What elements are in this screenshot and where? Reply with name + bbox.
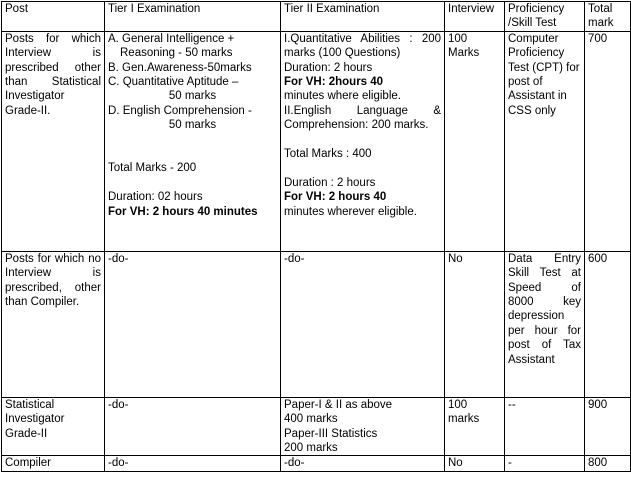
row1-post: Posts for which Interview is prescribed other than Statistical Investigator Grade-II. xyxy=(2,31,105,251)
row3-t2-line3: Paper-III Statistics xyxy=(284,427,378,440)
row1-t1-c1: C. Quantitative Aptitude – xyxy=(108,76,239,89)
row1-skill: Computer Proficiency Test (CPT) for post of Assistant in CSS only xyxy=(505,31,585,251)
row3-tier2 xyxy=(281,397,445,456)
row1-t2-duration2: Duration : 2 hours xyxy=(284,176,376,189)
row2-post: Posts for which no Interview is prescribed, other than Compiler. xyxy=(2,251,105,397)
row2-tier1: -do- xyxy=(105,251,281,397)
row3-t2-line1: Paper-I & II as above xyxy=(284,398,393,411)
row4-skill: - xyxy=(505,456,585,472)
row1-t2-duration1: Duration: 2 hours xyxy=(284,61,373,74)
row3-t2-line2: 400 marks xyxy=(284,413,338,426)
row1-t2-vh1-rest: minutes where eligible. xyxy=(284,90,401,103)
row3-t2-line4: 200 marks xyxy=(284,442,338,455)
table-row xyxy=(2,251,631,397)
row2-total: 600 xyxy=(585,251,631,397)
row1-tier2 xyxy=(281,31,445,251)
row1-t1-d2: 50 marks xyxy=(168,119,217,132)
row1-tier1 xyxy=(105,31,281,251)
row4-total: 800 xyxy=(585,456,631,472)
row4-interview: No xyxy=(445,456,505,472)
row1-t2-quant: I.Quantitative Abilities : 200 marks (100 Questions) xyxy=(284,32,441,60)
header-interview: Interview xyxy=(445,2,505,32)
header-tier2: Tier II Examination xyxy=(281,2,445,32)
row1-total: 700 xyxy=(585,31,631,251)
row1-t2-vh2-rest: minutes wherever eligible. xyxy=(284,205,417,218)
examination-scheme-table xyxy=(1,1,631,472)
row1-t2-vh1-bold: For VH: 2hours 40 xyxy=(284,76,384,89)
row3-tier1: -do- xyxy=(105,397,281,456)
row1-interview: 100 Marks xyxy=(445,31,505,251)
table-row xyxy=(2,397,631,456)
row1-t2-vh2-bold: For VH: 2 hours 40 xyxy=(284,191,387,204)
header-post: Post xyxy=(2,2,105,32)
row1-t1-d1: D. English Comprehension - xyxy=(108,104,252,117)
row2-tier2: -do- xyxy=(281,251,445,397)
header-total: Total mark xyxy=(585,2,631,32)
table-row xyxy=(2,31,631,251)
row3-total: 900 xyxy=(585,397,631,456)
row1-t2-english: II.English Language & Comprehension: 200 marks. xyxy=(284,104,441,132)
row4-post: Compiler xyxy=(2,456,105,472)
row1-t1-total: Total Marks - 200 xyxy=(108,162,197,175)
row3-post: Statistical Investigator Grade-II xyxy=(2,397,105,456)
row3-interview: 100 marks xyxy=(445,397,505,456)
header-skill-test: Proficiency /Skill Test xyxy=(505,2,585,32)
table-row xyxy=(2,456,631,472)
row2-skill: Data Entry Skill Test at Speed of 8000 key depression per hour for post of Tax Assistant xyxy=(505,251,585,397)
row1-t1-duration: Duration: 02 hours xyxy=(108,191,203,204)
row4-tier1: -do- xyxy=(105,456,281,472)
row4-tier2: -do- xyxy=(281,456,445,472)
header-tier1: Tier I Examination xyxy=(105,2,281,32)
row1-t1-b: B. Gen.Awareness-50marks xyxy=(108,61,252,74)
header-row xyxy=(2,2,631,32)
row1-t2-total: Total Marks : 400 xyxy=(284,148,372,161)
row1-t1-c2: 50 marks xyxy=(168,90,217,103)
row1-t1-vh: For VH: 2 hours 40 minutes xyxy=(108,205,258,218)
row1-t1-a1: A. General Intelligence + xyxy=(108,32,235,45)
row1-t1-a2: Reasoning - 50 marks xyxy=(120,47,233,60)
row3-skill: -- xyxy=(505,397,585,456)
row2-interview: No xyxy=(445,251,505,397)
